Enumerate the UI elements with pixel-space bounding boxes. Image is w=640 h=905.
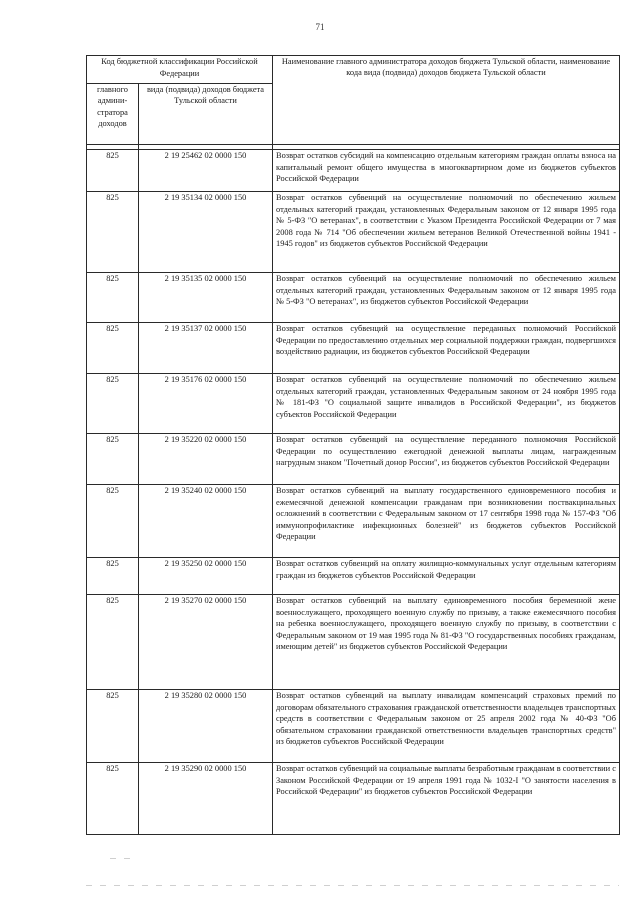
admin-code-cell: 825	[87, 374, 139, 434]
table-row	[87, 374, 620, 434]
income-name-cell: Возврат остатков субвенций на осуществление полномочий по обеспечению жильем отдельных категорий граждан, установленных Федеральным законом от 24 ноября 1995 года № 181-ФЗ "О социальной защите инвалидов в Российской Федерации", из бюджетов субъектов Российской Федерации	[273, 374, 620, 434]
table-row	[87, 434, 620, 485]
table-row	[87, 150, 620, 192]
table-row	[87, 273, 620, 323]
income-name-cell: Возврат остатков субвенций на осуществление переданного полномочия Российской Федерации по осуществлению ежегодной денежной выплаты лицам, награжденным нагрудным знаком "Почетный донор России", из бюджетов субъектов Российской Федерации	[273, 434, 620, 485]
page-number: 71	[315, 22, 325, 32]
code-group-header: Код бюджетной классификации Российской Федерации	[87, 56, 273, 84]
income-code-cell: 2 19 35250 02 0000 150	[139, 558, 273, 595]
income-name-cell: Возврат остатков субвенций на осуществление полномочий по обеспечению жильем отдельных категорий граждан, установленных Федеральным законом от 12 января 1995 года № 5-ФЗ "О ветеранах", в соответствии с Указом Президента Российской Федерации от 7 мая 2008 года № 714 "Об обеспечении жильем ветеранов Великой Отечественной войны 1941 - 1945 годов" из бюджетов субъектов Российской Федерации	[273, 192, 620, 273]
admin-code-cell: 825	[87, 595, 139, 690]
income-code-cell: 2 19 35220 02 0000 150	[139, 434, 273, 485]
income-name-cell: Возврат остатков субвенций на осуществление полномочий по обеспечению жильем отдельных категорий граждан, установленных Федеральным законом от 12 января 1995 года № 5-ФЗ "О ветеранах", из бюджетов субъектов Российской Федерации	[273, 273, 620, 323]
income-code-cell: 2 19 25462 02 0000 150	[139, 150, 273, 192]
income-code-cell: 2 19 35240 02 0000 150	[139, 485, 273, 558]
income-code-cell: 2 19 35280 02 0000 150	[139, 690, 273, 763]
income-name-cell: Возврат остатков субсидий на компенсацию отдельным категориям граждан оплаты взноса на капитальный ремонт общего имущества в многоквартирном доме из бюджетов субъектов Российской Федерации	[273, 150, 620, 192]
admin-code-cell: 825	[87, 690, 139, 763]
table-row	[87, 485, 620, 558]
scan-artifact-line	[110, 858, 138, 859]
income-code-cell: 2 19 35290 02 0000 150	[139, 763, 273, 835]
budget-classification-table	[86, 55, 620, 835]
admin-code-cell: 825	[87, 434, 139, 485]
scan-artifact-line	[86, 885, 619, 886]
admin-code-cell: 825	[87, 323, 139, 374]
admin-code-cell: 825	[87, 558, 139, 595]
admin-code-cell: 825	[87, 150, 139, 192]
table-row	[87, 763, 620, 835]
income-code-cell: 2 19 35135 02 0000 150	[139, 273, 273, 323]
admin-code-cell: 825	[87, 485, 139, 558]
income-code-cell: 2 19 35137 02 0000 150	[139, 323, 273, 374]
table-row	[87, 595, 620, 690]
table-row	[87, 323, 620, 374]
admin-code-cell: 825	[87, 192, 139, 273]
table-row	[87, 690, 620, 763]
income-code-cell: 2 19 35134 02 0000 150	[139, 192, 273, 273]
admin-code-cell: 825	[87, 763, 139, 835]
table-header-row	[87, 56, 620, 84]
admin-column-header: главного админи-стратора доходов	[87, 84, 139, 145]
admin-code-cell: 825	[87, 273, 139, 323]
income-name-cell: Возврат остатков субвенций на выплату инвалидам компенсаций страховых премий по договорам обязательного страхования гражданской ответственности владельцев транспортных средств в соответствии с Федеральным законом от 25 апреля 2002 года № 40-ФЗ "Об обязательном страховании гражданской ответственности владельцев транспортных средств" из бюджетов субъектов Российской Федерации	[273, 690, 620, 763]
income-name-cell: Возврат остатков субвенций на осуществление переданных полномочий Российской Федерации по предоставлению отдельных мер социальной поддержки граждан, подвергшихся воздействию радиации, из бюджетов субъектов Российской Федерации	[273, 323, 620, 374]
income-name-cell: Возврат остатков субвенций на выплату единовременного пособия беременной жене военнослужащего, проходящего военную службу по призыву, а также ежемесячного пособия на ребенка военнослужащего, проходящего военную службу по призыву, в соответствии с Федеральным законом от 19 мая 1995 года № 81-ФЗ "О государственных пособиях гражданам, имеющим детей" из бюджетов субъектов Российской Федерации	[273, 595, 620, 690]
income-code-cell: 2 19 35176 02 0000 150	[139, 374, 273, 434]
name-column-header: Наименование главного администратора доходов бюджета Тульской области, наименование кода вида (подвида) доходов бюджета Тульской области	[273, 56, 620, 145]
table-row	[87, 192, 620, 273]
income-code-cell: 2 19 35270 02 0000 150	[139, 595, 273, 690]
kind-column-header: вида (подвида) доходов бюджета Тульской области	[139, 84, 273, 145]
table-row	[87, 558, 620, 595]
income-name-cell: Возврат остатков субвенций на оплату жилищно-коммунальных услуг отдельным категориям граждан из бюджетов субъектов Российской Федерации	[273, 558, 620, 595]
income-name-cell: Возврат остатков субвенций на социальные выплаты безработным гражданам в соответствии с Законом Российской Федерации от 19 апреля 1991 года № 1032-I "О занятости населения в Российской Федерации" из бюджетов субъектов Российской Федерации	[273, 763, 620, 835]
income-name-cell: Возврат остатков субвенций на выплату государственного единовременного пособия и ежемесячной денежной компенсации гражданам при возникновении поствакцинальных осложнений в соответствии с Федеральным законом от 17 сентября 1998 года № 157-ФЗ "Об иммунопрофилактике инфекционных болезней" из бюджетов субъектов Российской Федерации	[273, 485, 620, 558]
